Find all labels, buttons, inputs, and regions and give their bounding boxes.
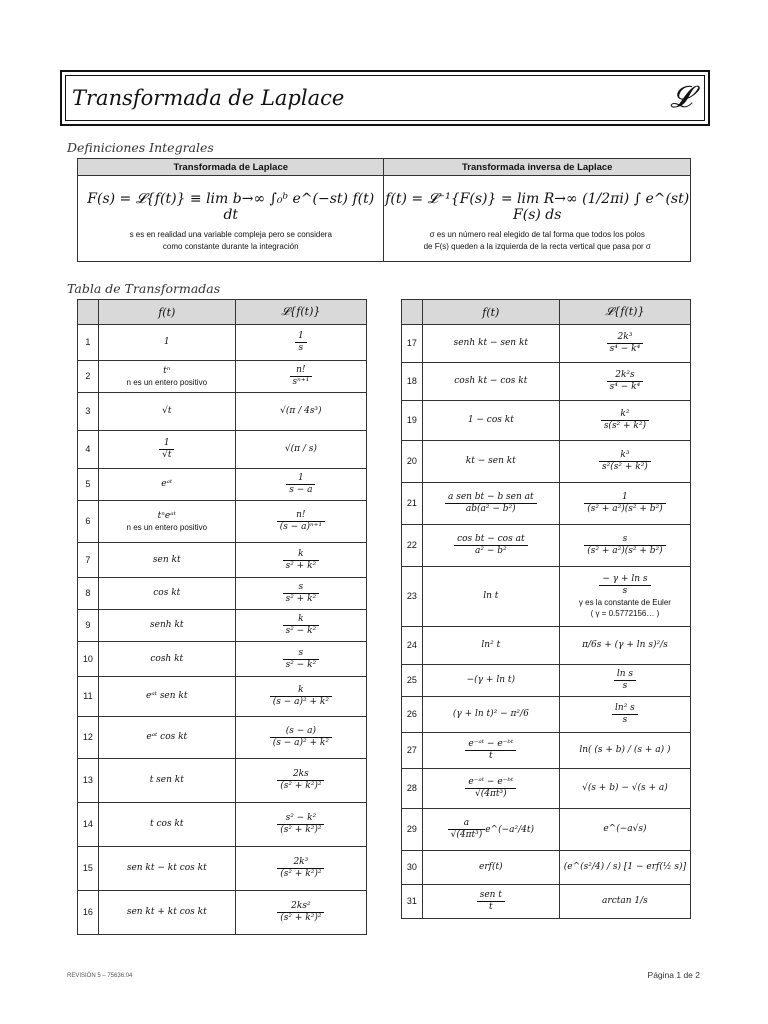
laplace-fraction-numerator: k [298,548,304,559]
f-cell [422,851,559,885]
f-cell [98,501,235,543]
laplace-fraction-numerator: s [298,647,304,658]
table-row [78,677,367,717]
table-row [402,483,691,525]
laplace-fraction-numerator: ln s [616,669,633,679]
table-row [402,627,691,665]
col-laplace-header: 𝓛{f(t)} [235,300,366,325]
col-number-header [78,300,99,325]
table-row [78,469,367,501]
row-number: 9 [78,610,99,642]
laplace-fraction-numerator: s² − k² [285,813,317,823]
laplace-fraction [283,614,320,637]
laplace-fraction [277,901,324,924]
laplace-cell [559,769,690,809]
row-number: 6 [78,501,99,543]
row-number: 14 [78,803,99,847]
laplace-expression: (e^(s²/4) / s) [1 − erf(½ s)] [563,862,687,872]
inverse-heading: Transformada inversa de Laplace [384,159,691,176]
f-fraction [445,492,537,515]
laplace-fraction-denominator: s⁴ − k⁴ [607,381,644,393]
row-number: 27 [402,733,423,769]
row-number: 17 [402,325,423,363]
laplace-cell [559,665,690,697]
f-expression: 1 [163,337,170,347]
laplace-fraction-denominator: s² + k² [283,593,320,605]
row-number: 29 [402,809,423,851]
f-cell [422,769,559,809]
table-row [78,578,367,610]
table-row [402,525,691,567]
row-number: 24 [402,627,423,665]
f-suffix: e^(−a²/4t) [485,825,535,835]
f-fraction-denominator: √t [159,449,174,461]
f-cell [98,717,235,759]
row-number: 12 [78,717,99,759]
f-cell [422,441,559,483]
laplace-fraction [283,549,320,572]
f-fraction [454,534,528,557]
table-row [78,891,367,935]
table-row [78,393,367,431]
laplace-fraction-denominator: s² − k² [283,659,320,671]
forward-heading: Transformada de Laplace [78,159,384,176]
laplace-fraction [614,669,636,692]
laplace-fraction [283,648,320,671]
row-number: 5 [78,469,99,501]
laplace-fraction [607,332,644,355]
f-expression: eᵃᵗ [161,479,173,489]
f-cell [422,325,559,363]
laplace-fraction-numerator: 2k²s [615,370,635,380]
laplace-cell [235,361,366,393]
f-cell [422,363,559,401]
f-fraction-denominator: a² − b² [454,545,528,557]
laplace-cell [235,803,366,847]
laplace-cell [559,627,690,665]
laplace-note: γ es la constante de Euler [578,598,671,607]
f-fraction-numerator: sen t [479,890,502,900]
laplace-fraction [270,685,332,708]
laplace-fraction-numerator: k² [620,409,630,419]
f-cell [422,885,559,919]
laplace-fraction-denominator: s(s² + k²) [601,420,649,432]
row-number: 13 [78,759,99,803]
laplace-fraction-denominator: sⁿ⁺¹ [290,376,313,388]
laplace-cell [235,501,366,543]
f-expression: ln² t [481,640,501,650]
f-note: n es un entero positivo [126,377,208,387]
laplace-cell [559,733,690,769]
f-cell [422,627,559,665]
laplace-note: ( γ = 0.5772156… ) [590,609,660,618]
f-expression: (γ + ln t)² − π²/6 [452,709,529,719]
laplace-fraction [612,703,638,726]
f-cell [422,483,559,525]
row-number: 26 [402,697,423,733]
f-expression: t sen kt [149,775,184,785]
row-number: 4 [78,431,99,469]
row-number: 28 [402,769,423,809]
f-fraction-denominator: ab(a² − b²) [445,503,537,515]
laplace-cell [235,431,366,469]
row-number: 16 [78,891,99,935]
row-number: 23 [402,567,423,627]
f-fraction [465,739,516,762]
table-row [402,325,691,363]
f-cell [422,525,559,567]
f-cell [98,469,235,501]
laplace-fraction-denominator: (s² + k²)² [277,824,324,836]
f-cell [98,759,235,803]
definitions-table [77,158,691,262]
table-row [78,642,367,677]
f-expression: 1 − cos kt [467,415,514,425]
table-row [78,431,367,469]
laplace-cell [559,885,690,919]
laplace-fraction-numerator: k [298,614,304,624]
table-row [402,697,691,733]
laplace-fraction-denominator: s [295,342,307,354]
laplace-fraction [601,409,649,432]
laplace-fraction-numerator: − γ + ln s [602,574,648,584]
laplace-fraction-numerator: k [298,685,304,695]
laplace-fraction [277,769,324,792]
forward-note-2: como constante durante la integración [162,241,299,251]
laplace-fraction-numerator: 1 [298,331,304,341]
f-expression: √t [162,406,172,416]
row-number: 20 [402,441,423,483]
f-expression: tⁿeᵃᵗ [157,510,176,521]
row-number: 25 [402,665,423,697]
f-expression: cosh kt − cos kt [454,376,528,386]
f-expression: erf(t) [479,862,503,872]
laplace-fraction-denominator: (s² + k²)² [277,912,324,924]
laplace-fraction-numerator: 2ks² [291,901,311,911]
f-cell [422,665,559,697]
laplace-cell [235,717,366,759]
laplace-fraction [295,331,307,354]
table-row [402,809,691,851]
f-fraction-numerator: e⁻ᵃᵗ − e⁻ᵇᵗ [468,777,514,787]
laplace-cell [235,325,366,361]
f-expression: −(γ + ln t) [466,675,515,685]
laplace-fraction-numerator: n! [296,510,306,520]
f-expression: eᵃᵗ sen kt [146,691,188,701]
laplace-fraction-numerator: 1 [622,492,628,502]
laplace-expression: √(π / s) [284,444,317,454]
laplace-fraction [277,857,324,880]
row-number: 1 [78,325,99,361]
table-section-title: Tabla de Transformadas [67,281,221,296]
transforms-table-left [77,299,367,935]
table-row [402,851,691,885]
laplace-cell [235,393,366,431]
laplace-cell [235,543,366,578]
laplace-fraction-denominator: (s² + a²)(s² + b²) [584,503,665,515]
table-row [402,885,691,919]
f-cell [98,891,235,935]
laplace-fraction-denominator: (s − a)² + k² [270,696,332,708]
laplace-cell [559,325,690,363]
laplace-fraction-denominator: s [614,680,636,692]
f-expression: senh kt [150,620,184,630]
table-row [78,803,367,847]
laplace-cell [559,567,690,627]
laplace-fraction-numerator: n! [296,365,306,375]
f-cell [98,847,235,891]
row-number: 10 [78,642,99,677]
table-row [78,325,367,361]
f-fraction [159,438,174,461]
row-number: 19 [402,401,423,441]
table-row [78,610,367,642]
f-fraction-denominator: t [465,750,516,762]
f-cell [98,543,235,578]
laplace-cell [235,578,366,610]
laplace-fraction-denominator: (s² + k²)² [277,780,324,792]
f-fraction [477,890,505,913]
laplace-cell [559,441,690,483]
laplace-cell [559,401,690,441]
table-row [78,759,367,803]
f-fraction-denominator: t [477,901,505,913]
f-fraction-numerator: a sen bt − b sen at [447,492,534,502]
col-laplace-header: 𝓛{f(t)} [559,300,690,325]
laplace-fraction [277,510,325,533]
f-expression: cos kt [153,588,181,598]
laplace-expression: π/6s + (γ + ln s)²/s [582,640,668,650]
laplace-fraction-numerator: ln² s [615,703,635,713]
f-expression: kt − sen kt [465,456,516,466]
table-row [402,567,691,627]
f-cell [98,578,235,610]
row-number: 15 [78,847,99,891]
f-fraction-numerator: e⁻ᵃᵗ − e⁻ᵇᵗ [468,739,514,749]
transforms-table-right [401,299,691,919]
laplace-cell [235,759,366,803]
laplace-fraction-denominator: (s − a)² + k² [270,737,332,749]
laplace-cell [235,610,366,642]
laplace-cell [235,642,366,677]
f-expression: t cos kt [150,819,184,829]
title-frame [65,75,705,121]
f-expression: sen kt [152,554,181,565]
f-fraction [448,818,486,841]
laplace-fraction-numerator: 2k³ [293,857,309,867]
laplace-cell [235,677,366,717]
f-cell [422,809,559,851]
laplace-expression: √(π / 4s³) [280,406,322,416]
f-cell [98,803,235,847]
f-cell [422,401,559,441]
forward-note-1: s es en realidad una variable compleja pero se considera [129,229,332,239]
laplace-fraction [270,726,332,749]
page-number: Página 1 de 2 [647,970,700,980]
laplace-fraction-denominator: s⁴ − k⁴ [607,343,644,355]
f-cell [98,677,235,717]
laplace-logo: 𝓛 [670,80,692,115]
f-fraction-numerator: a [463,818,470,828]
f-expression: eᵃᵗ cos kt [146,732,188,742]
laplace-expression: e^(−a√s) [603,824,647,834]
inverse-note-1: σ es un número real elegido de tal forma que todos los polos [429,229,645,239]
f-cell [98,361,235,393]
f-cell [98,642,235,677]
table-row [78,717,367,759]
laplace-fraction [277,813,324,836]
f-cell [422,567,559,627]
laplace-cell [559,483,690,525]
row-number: 11 [78,677,99,717]
f-expression: sen kt − kt cos kt [126,863,207,873]
laplace-cell [559,851,690,885]
laplace-fraction-denominator: s [599,585,650,597]
laplace-fraction [290,365,313,388]
f-expression: sen kt + kt cos kt [126,907,207,917]
f-cell [98,431,235,469]
definitions-section-title: Definiciones Integrales [67,140,214,155]
laplace-cell [235,891,366,935]
laplace-fraction-numerator: 1 [297,473,304,483]
row-number: 7 [78,543,99,578]
laplace-fraction-denominator: s² + k² [283,560,320,572]
table-row [402,401,691,441]
table-row [402,363,691,401]
f-cell [422,733,559,769]
f-cell [98,393,235,431]
table-row [78,501,367,543]
col-f-header: f(t) [422,300,559,325]
laplace-cell [559,809,690,851]
revision-footer: REVISIÓN 5 – 75636.04 [67,973,133,979]
laplace-fraction [607,370,644,393]
laplace-fraction-numerator: s [622,534,628,544]
laplace-fraction-denominator: (s − a)ⁿ⁺¹ [277,521,325,533]
laplace-fraction-numerator: k³ [620,450,630,460]
row-number: 21 [402,483,423,525]
f-expression: senh kt − sen kt [453,338,529,348]
laplace-fraction [599,574,650,597]
f-fraction-numerator: 1 [163,438,170,448]
inverse-formula: f(t) = 𝓛⁻¹{F(s)} = lim R→∞ (1/2πi) ∫ e^(st) F(s) ds [385,190,690,223]
laplace-fraction [283,582,320,605]
f-note: n es un entero positivo [126,522,208,532]
col-f-header: f(t) [98,300,235,325]
laplace-fraction-numerator: 2k³ [617,332,633,342]
laplace-fraction-denominator: (s² + a²)(s² + b²) [584,545,665,557]
table-row [402,441,691,483]
row-number: 2 [78,361,99,393]
table-row [402,733,691,769]
title-box [60,70,710,126]
laplace-fraction-denominator: (s² + k²)² [277,868,324,880]
row-number: 8 [78,578,99,610]
f-expression: ln t [483,591,499,601]
laplace-fraction-numerator: 2ks [292,769,309,779]
f-fraction-numerator: cos bt − cos at [457,534,525,544]
laplace-fraction-numerator: (s − a) [285,726,316,736]
table-row [402,665,691,697]
f-fraction-denominator: √(4πt³) [448,829,486,841]
laplace-fraction [584,492,665,515]
row-number: 18 [402,363,423,401]
table-row [78,543,367,578]
forward-definition [78,176,384,262]
inverse-note-2: de F(s) queden a la izquierda de la recta vertical que pasa por σ [423,241,651,251]
laplace-cell [559,697,690,733]
row-number: 30 [402,851,423,885]
f-fraction-denominator: √(4πt³) [465,788,516,800]
laplace-fraction [286,473,315,496]
laplace-fraction-denominator: s² − k² [283,625,320,637]
laplace-cell [235,847,366,891]
laplace-cell [559,525,690,567]
laplace-fraction-denominator: s − a [286,484,315,496]
laplace-fraction-numerator: s [298,582,304,592]
laplace-cell [559,363,690,401]
row-number: 3 [78,393,99,431]
f-cell [98,325,235,361]
laplace-expression: arctan 1/s [602,896,648,906]
f-cell [422,697,559,733]
laplace-expression: ln( (s + b) / (s + a) ) [579,745,671,755]
table-row [78,361,367,393]
laplace-expression: √(s + b) − √(s + a) [582,783,668,793]
col-number-header [402,300,423,325]
laplace-fraction-denominator: s [612,714,638,726]
f-expression: tⁿ [163,365,171,376]
laplace-fraction-denominator: s²(s² + k²) [599,461,651,473]
f-fraction [465,777,516,800]
forward-formula: F(s) = 𝓛{f(t)} ≡ lim b→∞ ∫₀ᵇ e^(−st) f(t) dt [87,190,375,223]
laplace-fraction [599,450,651,473]
f-expression: cosh kt [150,653,184,664]
row-number: 31 [402,885,423,919]
laplace-cell [235,469,366,501]
table-row [78,847,367,891]
laplace-fraction [584,534,665,557]
table-row [402,769,691,809]
page-title: Transformada de Laplace [72,86,345,110]
inverse-definition [384,176,691,262]
f-cell [98,610,235,642]
row-number: 22 [402,525,423,567]
